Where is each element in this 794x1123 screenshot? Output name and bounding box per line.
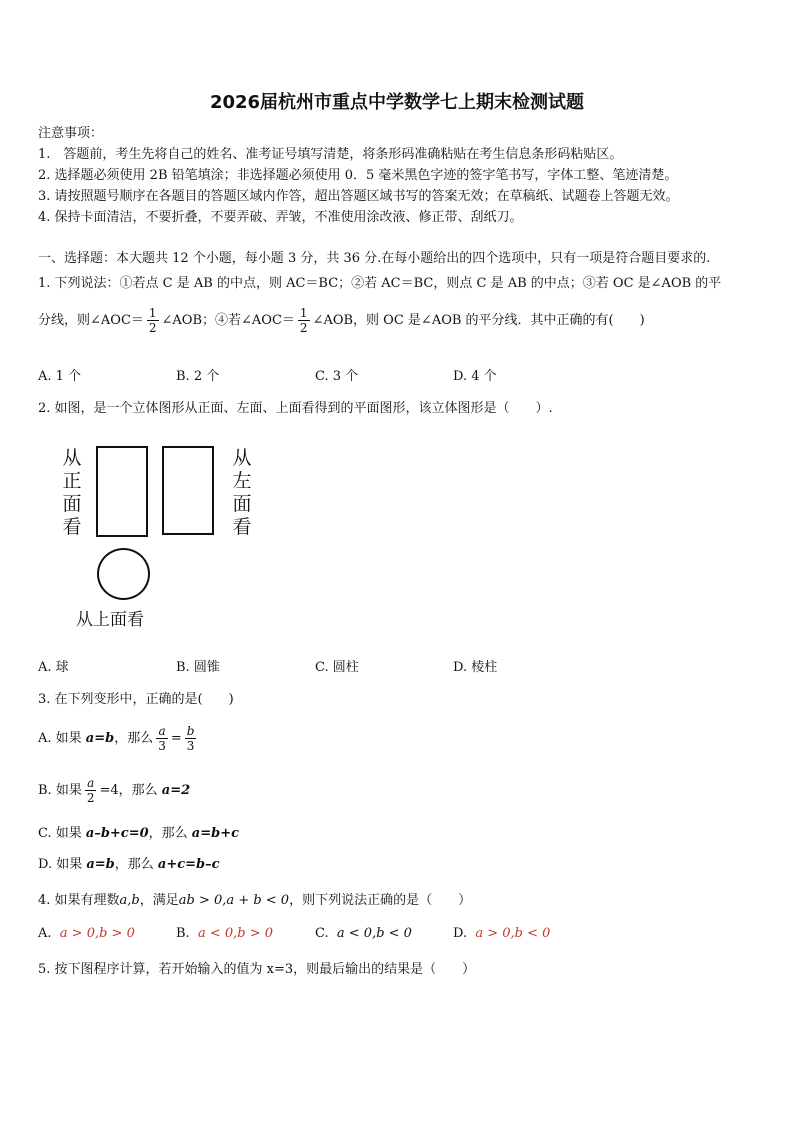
q4-option-a[interactable] xyxy=(38,926,135,941)
q3-option-c[interactable] xyxy=(38,822,239,841)
label-char: 从 xyxy=(232,447,252,469)
option-letter: C. xyxy=(315,926,329,941)
notice-item: 4. 保持卡面清洁，不要折叠，不要弄破、弄皱，不准使用涂改液、修正带、刮纸刀。 xyxy=(38,210,523,225)
q1-line1: 1. 下列说法：①若点 C 是 AB 的中点，则 AC＝BC；②若 AC＝BC，则点 C 是 AB 的中点；③若 OC 是∠AOB 的平 xyxy=(38,276,722,291)
label-char: 面 xyxy=(62,493,82,515)
option-expression: a > 0,b < 0 xyxy=(475,926,551,941)
q4-variables: a,b xyxy=(119,893,140,908)
fraction-numerator: a xyxy=(156,724,168,739)
q4-text-a: 4. 如果有理数 xyxy=(38,893,120,908)
q3-b-rest: =4，那么 xyxy=(99,783,162,798)
fraction-numerator: a xyxy=(85,776,97,791)
label-char: 正 xyxy=(62,470,82,492)
q2-option-d[interactable]: D. 棱柱 xyxy=(453,660,498,675)
q3-a-fraction-right xyxy=(185,724,197,753)
section-heading: 一、选择题：本大题共 12 个小题，每小题 3 分，共 36 分.在每小题给出的四个选项中，只有一项是符合题目要求的. xyxy=(38,251,711,266)
option-letter: A. xyxy=(38,926,52,941)
q3-a-prefix: A. 如果 xyxy=(38,731,86,746)
left-view-rectangle xyxy=(162,446,214,535)
fraction-denominator: 2 xyxy=(299,321,308,335)
fraction-denominator: 3 xyxy=(186,739,195,753)
q5-text: 5. 按下图程序计算，若开始输入的值为 x=3，则最后输出的结果是（ ） xyxy=(38,962,476,977)
q1-text-b: ∠AOB；④若∠AOC＝ xyxy=(161,313,295,328)
notice-item: 3. 请按照题号顺序在各题目的答题区域内作答，超出答题区域书写的答案无效；在草稿纸、试题卷上答题无效。 xyxy=(38,189,679,204)
q3-text: 3. 在下列变形中，正确的是( ) xyxy=(38,692,234,707)
q3-d-prefix: D. 如果 xyxy=(38,857,87,872)
q2-option-b[interactable]: B. 圆锥 xyxy=(176,660,220,675)
q1-fraction-2 xyxy=(298,306,310,335)
option-letter: B. xyxy=(176,926,190,941)
q3-d-condition: a=b xyxy=(86,857,115,872)
q3-d-mid: ，那么 xyxy=(114,857,158,872)
option-letter: D. xyxy=(453,926,468,941)
q1-text-c: ∠AOB，则 OC 是∠AOB 的平分线．其中正确的有( ) xyxy=(312,313,645,328)
fraction-numerator: 1 xyxy=(299,306,308,320)
label-char: 从 xyxy=(62,447,82,469)
q3-b-result: a=2 xyxy=(161,783,191,798)
q3-a-condition: a=b xyxy=(85,731,115,746)
q3-option-a[interactable] xyxy=(38,724,199,753)
label-char: 看 xyxy=(62,516,82,538)
q1-text-a: 分线，则∠AOC＝ xyxy=(38,313,144,328)
fraction-numerator: 1 xyxy=(148,306,157,320)
q4-text-e: ，则下列说法正确的是（ ） xyxy=(289,893,472,908)
top-view-label: 从上面看 xyxy=(76,610,144,630)
label-char: 左 xyxy=(232,470,252,492)
notice-item: 2. 选择题必须使用 2B 铅笔填涂；非选择题必须使用 0．5 毫米黑色字迹的签字笔书写，字体工整、笔迹清楚。 xyxy=(38,168,678,183)
q2-text: 2. 如图，是一个立体图形从正面、左面、上面看得到的平面图形，该立体图形是（ ）. xyxy=(38,401,553,416)
notice-heading: 注意事项： xyxy=(38,126,104,141)
q1-option-c[interactable]: C. 3 个 xyxy=(315,369,359,384)
label-char: 看 xyxy=(232,516,252,538)
fraction-numerator: b xyxy=(186,724,195,738)
notice-item: 1. 答题前，考生先将自己的姓名、准考证号填写清楚，将条形码准确粘贴在考生信息条形码粘贴区。 xyxy=(38,147,623,162)
label-char: 面 xyxy=(232,493,252,515)
left-view-label xyxy=(231,447,253,539)
fraction-denominator: 2 xyxy=(86,791,95,805)
q4-option-d[interactable] xyxy=(453,926,550,941)
q1-option-b[interactable]: B. 2 个 xyxy=(176,369,220,384)
fraction-denominator: 2 xyxy=(148,321,157,335)
q3-option-b[interactable] xyxy=(38,776,190,805)
option-expression: a < 0,b > 0 xyxy=(197,926,274,941)
q3-a-mid: ，那么 xyxy=(114,731,154,746)
q3-c-condition: a–b+c=0 xyxy=(85,826,149,841)
q1-option-d[interactable]: D. 4 个 xyxy=(453,369,497,384)
q1-option-a[interactable]: A. 1 个 xyxy=(38,369,82,384)
q1-line2 xyxy=(38,306,645,335)
front-view-rectangle xyxy=(96,446,148,537)
q3-b-prefix: B. 如果 xyxy=(38,783,82,798)
page-title: 2026届杭州市重点中学数学七上期末检测试题 xyxy=(209,92,585,113)
front-view-label xyxy=(61,447,83,539)
q2-option-c[interactable]: C. 圆柱 xyxy=(315,660,359,675)
q3-d-result: a+c=b–c xyxy=(157,857,220,872)
q4-text xyxy=(38,889,471,908)
q4-text-c: ，满足 xyxy=(139,893,179,908)
q4-option-c[interactable] xyxy=(315,926,412,941)
q3-a-fraction-left xyxy=(156,724,168,753)
q3-option-d[interactable] xyxy=(38,853,220,872)
q3-c-prefix: C. 如果 xyxy=(38,826,86,841)
q3-b-fraction xyxy=(85,776,97,805)
q1-fraction-1 xyxy=(147,306,159,335)
q3-c-mid: ，那么 xyxy=(148,826,192,841)
option-expression: a < 0,b < 0 xyxy=(336,926,412,941)
q2-option-a[interactable]: A. 球 xyxy=(38,660,69,675)
top-view-circle xyxy=(97,548,150,600)
q4-condition: ab > 0,a + b < 0 xyxy=(178,893,290,908)
fraction-denominator: 3 xyxy=(158,739,166,753)
q4-option-b[interactable] xyxy=(176,926,273,941)
option-expression: a > 0,b > 0 xyxy=(59,926,135,941)
q3-a-equals: = xyxy=(170,731,182,746)
q3-c-result: a=b+c xyxy=(191,826,240,841)
